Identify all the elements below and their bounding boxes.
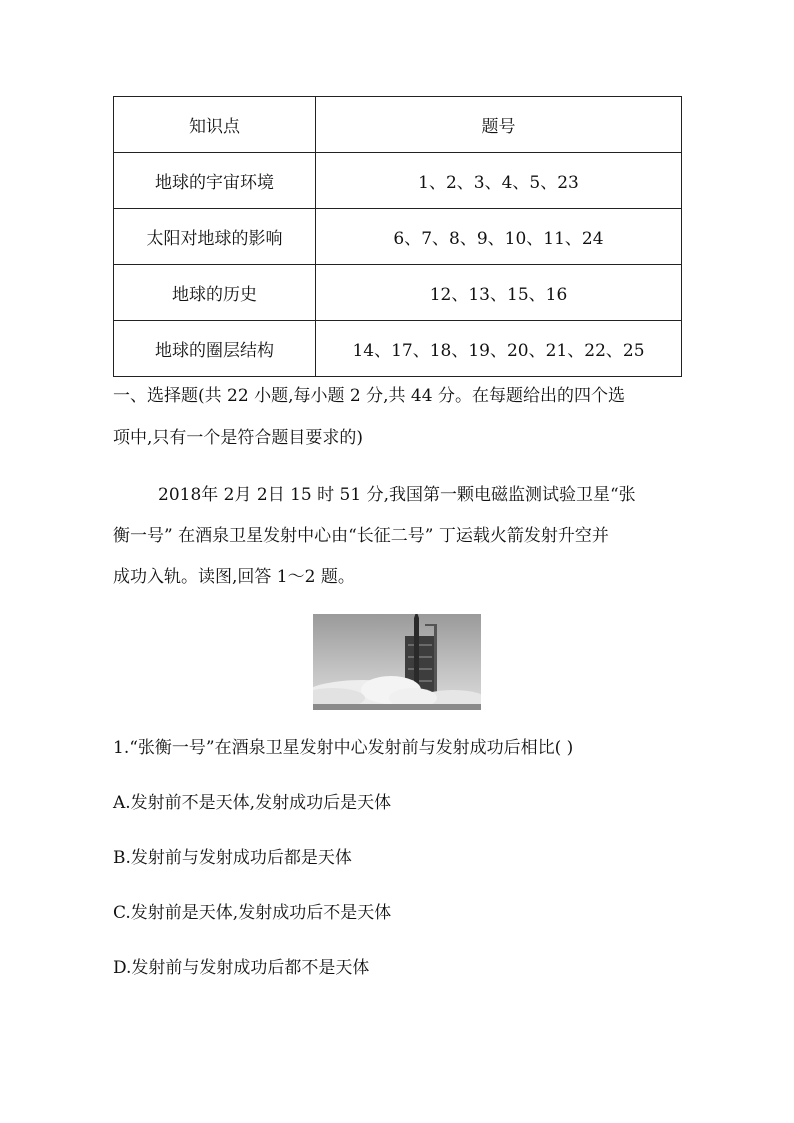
table-row (114, 321, 682, 377)
table-cell: 地球的圈层结构 (114, 321, 316, 377)
table-cell: 12、13、15、16 (316, 265, 682, 321)
passage-line-3: 成功入轨。读图,回答 1～2 题。 (113, 567, 355, 587)
table-cell: 6、7、8、9、10、11、24 (316, 209, 682, 265)
table-row (114, 209, 682, 265)
header-question-numbers: 题号 (316, 97, 682, 153)
table-cell: 太阳对地球的影响 (114, 209, 316, 265)
table-cell: 地球的宇宙环境 (114, 153, 316, 209)
question-1-stem: 1.“张衡一号”在酒泉卫星发射中心发射前与发射成功后相比( ) (113, 738, 574, 758)
knowledge-point-table (113, 96, 682, 377)
table-row (114, 153, 682, 209)
table-row (114, 265, 682, 321)
header-knowledge-point: 知识点 (114, 97, 316, 153)
table-header-row (114, 97, 682, 153)
section-heading-line-2: 项中,只有一个是符合题目要求的) (113, 428, 364, 448)
table-cell: 14、17、18、19、20、21、22、25 (316, 321, 682, 377)
rocket-launch-photo (313, 614, 481, 710)
question-1-option-a: A.发射前不是天体,发射成功后是天体 (113, 793, 392, 813)
passage-line-2: 衡一号” 在酒泉卫星发射中心由“长征二号” 丁运载火箭发射升空并 (113, 526, 609, 546)
question-1-option-c: C.发射前是天体,发射成功后不是天体 (113, 903, 392, 923)
question-1-option-b: B.发射前与发射成功后都是天体 (113, 848, 352, 868)
passage-line-1: 2018年 2月 2日 15 时 51 分,我国第一颗电磁监测试验卫星“张 (158, 485, 636, 505)
table-cell: 1、2、3、4、5、23 (316, 153, 682, 209)
section-heading-line-1: 一、选择题(共 22 小题,每小题 2 分,共 44 分。在每题给出的四个选 (113, 386, 625, 406)
table-cell: 地球的历史 (114, 265, 316, 321)
question-1-option-d: D.发射前与发射成功后都不是天体 (113, 958, 370, 978)
